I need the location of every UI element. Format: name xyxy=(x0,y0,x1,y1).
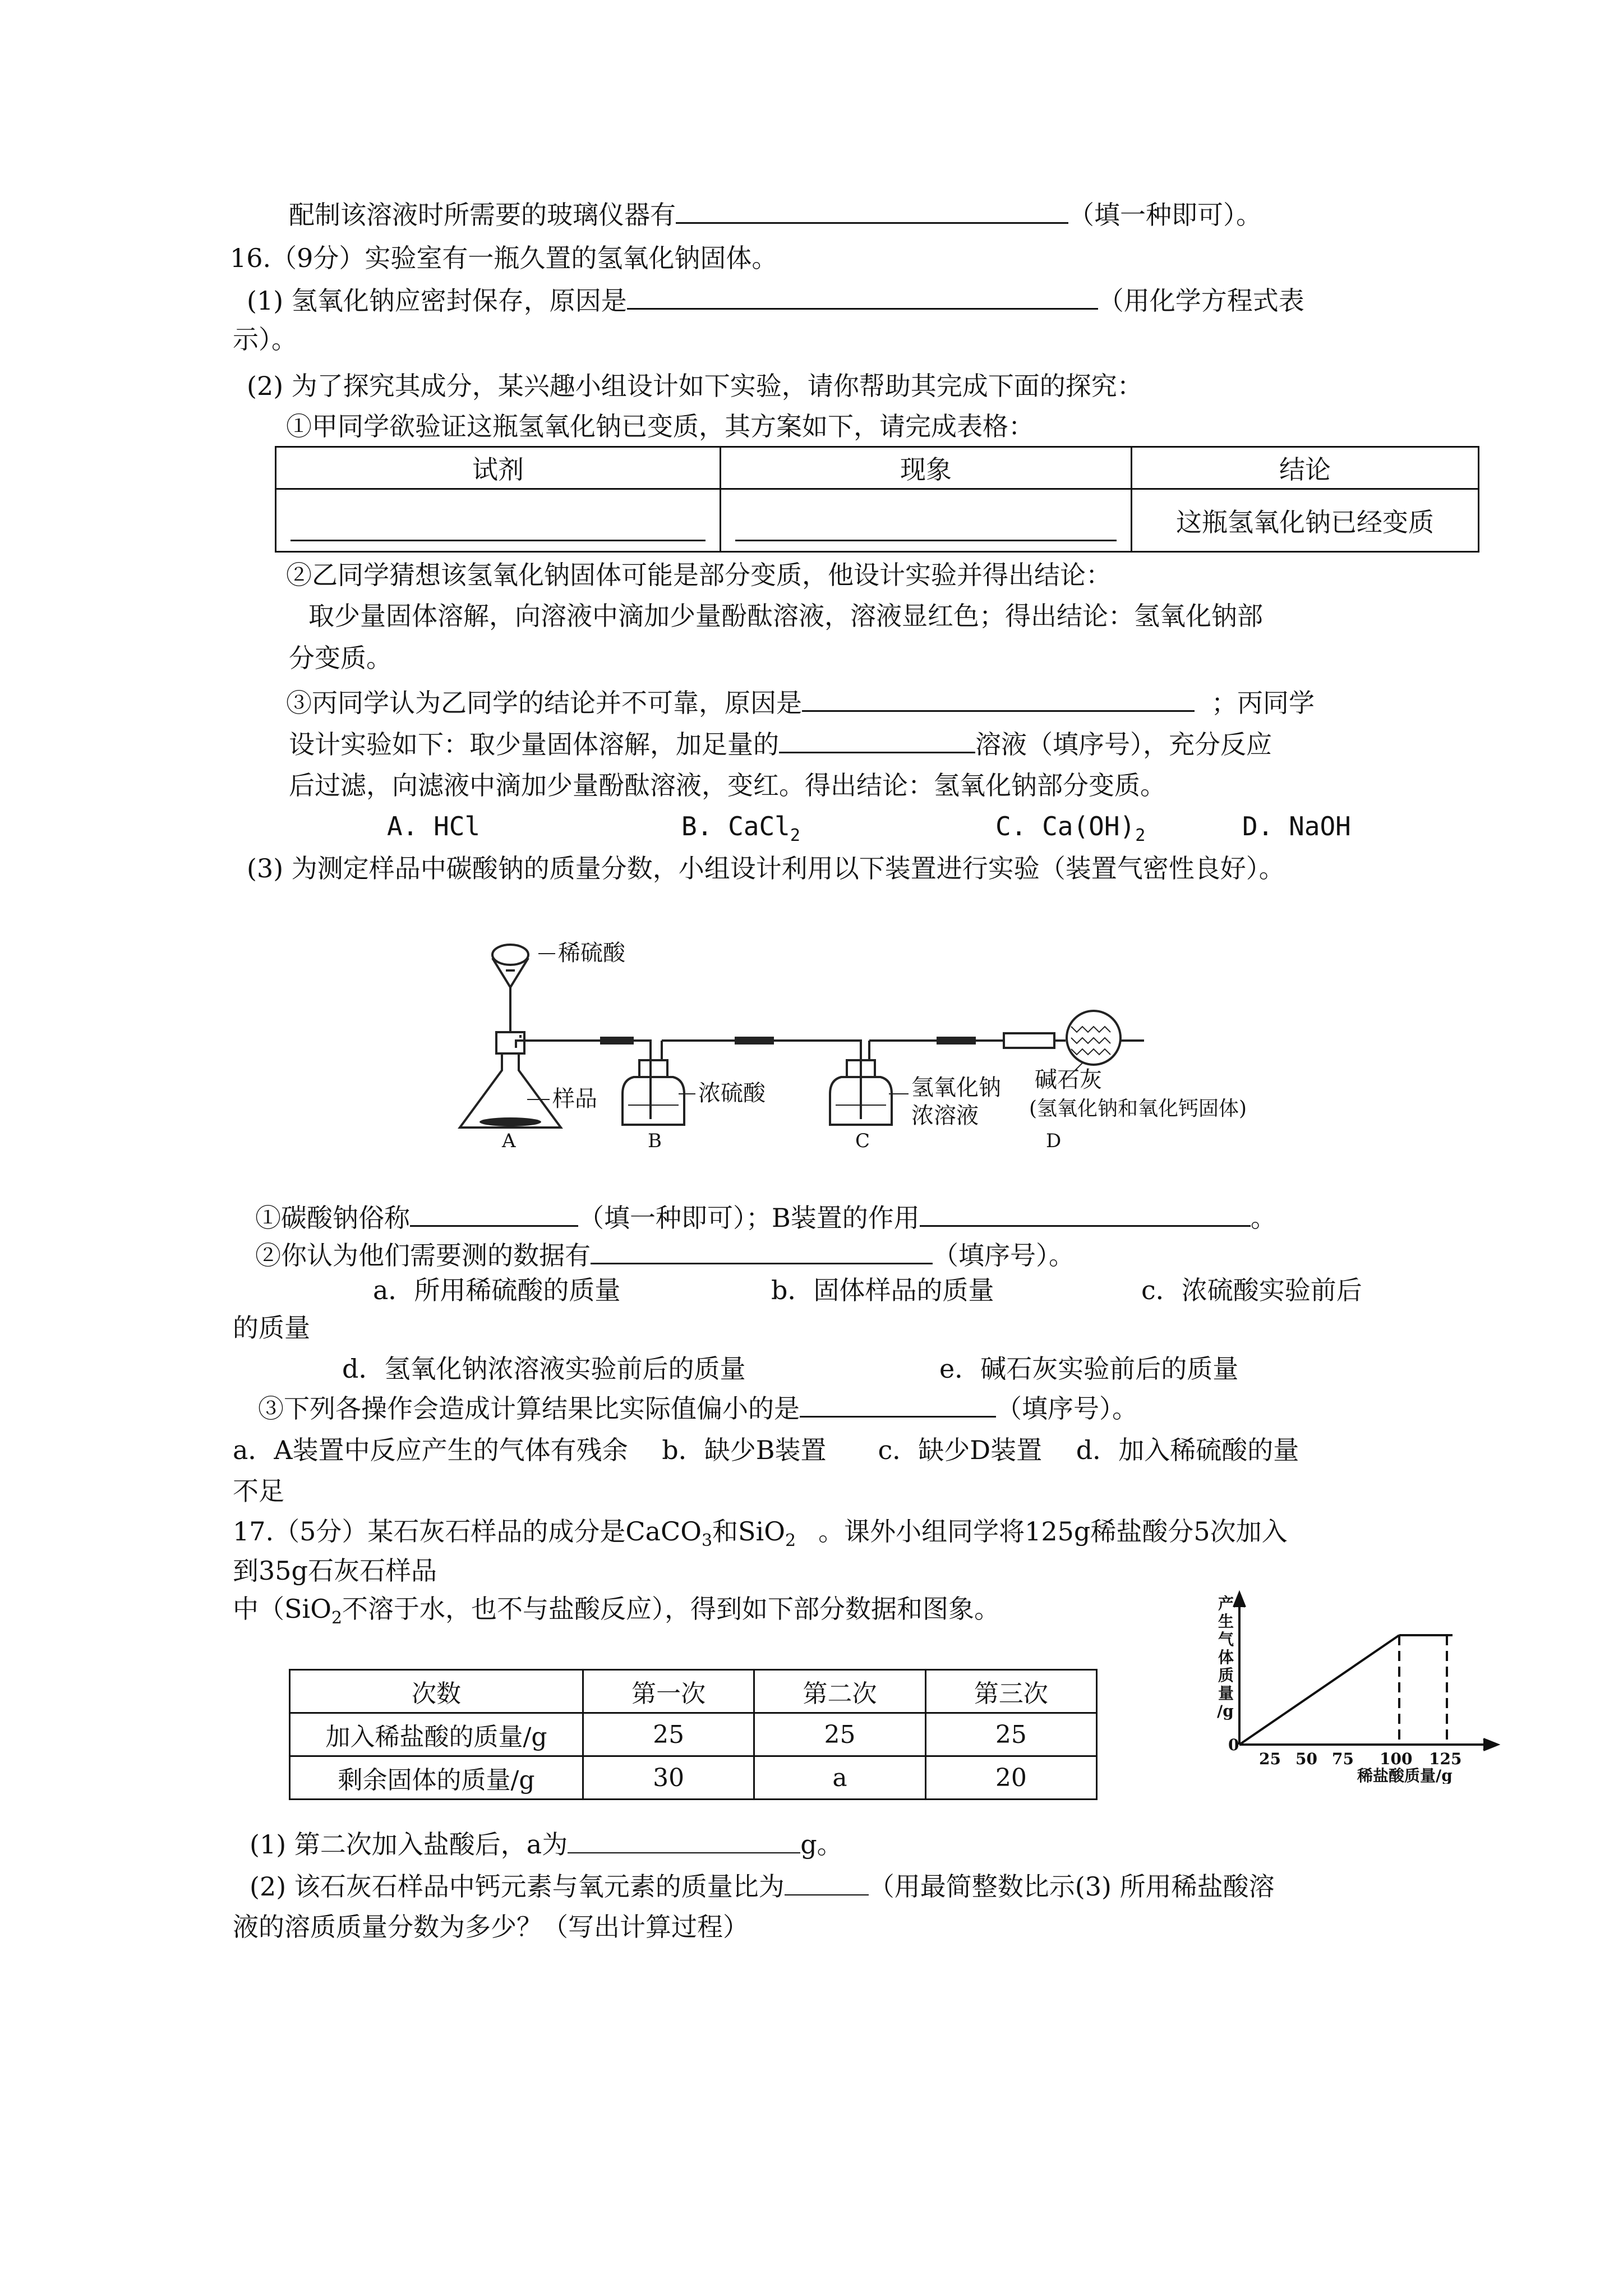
answer-blank[interactable] xyxy=(802,685,1195,712)
answer-blank[interactable] xyxy=(627,283,1098,310)
text: 17.（5分）某石灰石样品的成分是CaCO xyxy=(233,1516,702,1547)
text: (1) 第二次加入盐酸后，a为 xyxy=(250,1829,568,1860)
text: （填序号）。 xyxy=(996,1393,1138,1424)
question-17-cont2 xyxy=(233,1592,1000,1626)
table-header: 第三次 xyxy=(925,1670,1096,1713)
q16-part3: (3) 为测定样品中碳酸钠的质量分数，小组设计利用以下装置进行实验（装置气密性良好）。 xyxy=(247,853,1285,884)
subscript: 2 xyxy=(785,1531,796,1550)
table-header: 第二次 xyxy=(754,1670,925,1713)
subscript: 2 xyxy=(331,1608,343,1628)
text: ；丙同学 xyxy=(1211,688,1315,718)
text: （填序号）。 xyxy=(933,1240,1075,1271)
text: ③下列各操作会造成计算结果比实际值偏小的是 xyxy=(258,1393,800,1424)
q16-part3-2-opt-a: a．所用稀硫酸的质量 xyxy=(373,1275,621,1305)
label-b: B xyxy=(648,1130,662,1150)
answer-blank[interactable] xyxy=(920,1200,1251,1227)
answer-blank[interactable] xyxy=(800,1391,996,1418)
y-label-char: 体 xyxy=(1218,1648,1234,1667)
text: （用最简整数比示(3) 所用稀盐酸溶 xyxy=(868,1871,1275,1902)
table-header: 次数 xyxy=(290,1670,583,1713)
text: ②你认为他们需要测的数据有 xyxy=(255,1240,591,1271)
label-a: A xyxy=(502,1130,516,1150)
y-label-char: 产 xyxy=(1218,1594,1234,1613)
text: 溶液（填序号），充分反应 xyxy=(975,729,1272,760)
answer-blank[interactable] xyxy=(676,197,1068,224)
apparatus-diagram xyxy=(443,926,1419,1150)
q16-part3-3-opts: a．A装置中反应产生的气体有残余 b．缺少B装置 c．缺少D装置 d．加入稀硫酸的量 xyxy=(233,1435,1299,1465)
label-d: D xyxy=(1046,1130,1062,1150)
q16-part2-1: ①甲同学欲验证这瓶氢氧化钠已变质，其方案如下，请完成表格： xyxy=(286,411,1034,441)
text: （用化学方程式表 xyxy=(1098,286,1304,316)
table-cell: 剩余固体的质量/g xyxy=(290,1756,583,1800)
q16-part3-2-opt-c-cont: 的质量 xyxy=(233,1313,310,1343)
x-tick: 25 xyxy=(1259,1750,1281,1768)
line-glassware xyxy=(289,197,1262,232)
answer-blank[interactable] xyxy=(410,1200,578,1227)
table-cell: 25 xyxy=(754,1713,925,1756)
text: 配制该溶液时所需要的玻璃仪器有 xyxy=(289,200,676,230)
table-cell: 这瓶氢氧化钠已经变质 xyxy=(1132,489,1479,552)
table-header: 现象 xyxy=(721,447,1132,489)
data-table xyxy=(289,1669,1098,1800)
table-header: 试剂 xyxy=(276,447,721,489)
option-a: A. HCl xyxy=(387,811,481,841)
gas-mass-graph xyxy=(1189,1582,1503,1784)
answer-blank[interactable] xyxy=(779,727,975,753)
text: 和SiO xyxy=(712,1516,785,1547)
text: ③丙同学认为乙同学的结论并不可靠，原因是 xyxy=(286,688,802,718)
answer-cell[interactable] xyxy=(276,489,721,552)
text: C. Ca(OH) xyxy=(995,811,1136,841)
answer-blank[interactable] xyxy=(591,1238,933,1264)
reagent-table xyxy=(275,446,1479,553)
option-b xyxy=(681,809,800,843)
y-label-char: /g xyxy=(1217,1702,1234,1720)
option-c xyxy=(995,809,1145,843)
q16-part1 xyxy=(247,283,1304,318)
text: g。 xyxy=(800,1829,843,1860)
text: 设计实验如下：取少量固体溶解，加足量的 xyxy=(289,729,779,760)
x-tick: 125 xyxy=(1429,1750,1462,1768)
q16-part2-3e: 后过滤，向滤液中滴加少量酚酞溶液，变红。得出结论：氢氧化钠部分变质。 xyxy=(289,770,1166,800)
q16-part2-2: ②乙同学猜想该氢氧化钠固体可能是部分变质，他设计实验并得出结论： xyxy=(286,560,1112,590)
table-cell: 25 xyxy=(925,1713,1096,1756)
text: ①碳酸钠俗称 xyxy=(255,1203,410,1233)
q16-part3-2 xyxy=(255,1238,1075,1272)
y-label-char: 气 xyxy=(1218,1630,1234,1649)
table-cell: 20 xyxy=(925,1756,1096,1800)
table-header: 第一次 xyxy=(583,1670,754,1713)
q16-part3-3 xyxy=(258,1391,1138,1425)
text: (2) 该石灰石样品中钙元素与氧元素的质量比为 xyxy=(250,1871,785,1902)
q16-part2-3 xyxy=(286,685,1315,720)
q16-part2-2c: 分变质。 xyxy=(289,643,392,673)
answer-blank[interactable] xyxy=(735,515,1117,541)
table-cell: 加入稀盐酸的质量/g xyxy=(290,1713,583,1756)
label-c: C xyxy=(855,1130,870,1150)
q16-part3-2-opt-d: d．氢氧化钠浓溶液实验前后的质量 xyxy=(342,1354,746,1384)
q17-part1 xyxy=(250,1828,843,1861)
q16-part3-3-opts-cont: 不足 xyxy=(233,1476,284,1506)
subscript: 2 xyxy=(790,826,800,845)
y-label-char: 量 xyxy=(1218,1684,1234,1703)
question-17-cont: 到35g石灰石样品 xyxy=(233,1556,437,1586)
q16-part2-3c xyxy=(289,727,1272,761)
text: 。 xyxy=(1250,1203,1276,1233)
q16-part3-2-opt-b: b．固体样品的质量 xyxy=(771,1275,994,1305)
text: B. CaCl xyxy=(681,811,790,841)
label-naoh: 氢氧化钠 xyxy=(911,1075,1001,1101)
table-cell: 25 xyxy=(583,1713,754,1756)
label-naoh-solution: 浓溶液 xyxy=(911,1103,979,1129)
answer-cell[interactable] xyxy=(721,489,1132,552)
q16-part2: (2) 为了探究其成分，某兴趣小组设计如下实验，请你帮助其完成下面的探究： xyxy=(247,371,1143,401)
subscript: 3 xyxy=(701,1531,713,1550)
q16-part2-2b: 取少量固体溶解，向溶液中滴加少量酚酞溶液，溶液显红色；得出结论：氢氧化钠部 xyxy=(308,601,1263,631)
q16-part1-cont: 示）。 xyxy=(233,324,297,355)
q17-part3: 液的溶质质量分数为多少？（写出计算过程） xyxy=(233,1912,749,1942)
q16-part3-2-opt-c: c．浓硫酸实验前后 xyxy=(1141,1275,1362,1305)
label-conc-h2so4: 浓硫酸 xyxy=(698,1080,766,1106)
table-cell: 30 xyxy=(583,1756,754,1800)
x-tick: 50 xyxy=(1295,1750,1317,1768)
table-cell: a xyxy=(754,1756,925,1800)
x-tick: 75 xyxy=(1332,1750,1354,1768)
text: 中（SiO xyxy=(233,1594,331,1624)
q16-part3-1 xyxy=(255,1200,1276,1235)
subscript: 2 xyxy=(1135,826,1146,845)
q17-part2 xyxy=(250,1870,1275,1903)
x-axis-label: 稀盐酸质量/g xyxy=(1357,1766,1453,1784)
option-d: D. NaOH xyxy=(1242,811,1351,841)
text: (1) 氢氧化钠应密封保存，原因是 xyxy=(247,286,627,316)
label-dilute-h2so4: 稀硫酸 xyxy=(558,940,625,966)
origin-label: 0 xyxy=(1228,1736,1239,1754)
answer-blank[interactable] xyxy=(568,1828,800,1853)
q16-part3-2-opt-e: e．碱石灰实验前后的质量 xyxy=(939,1354,1239,1384)
y-label-char: 生 xyxy=(1218,1612,1234,1631)
label-soda-lime-note: (氢氧化钠和氧化钙固体) xyxy=(1029,1097,1247,1120)
text: 不溶于水，也不与盐酸反应），得到如下部分数据和图象。 xyxy=(342,1594,1000,1624)
question-17-title xyxy=(233,1515,1288,1548)
question-16-title: 16.（9分）实验室有一瓶久置的氢氧化钠固体。 xyxy=(230,243,778,273)
y-label-char: 质 xyxy=(1218,1666,1234,1685)
text: 。课外小组同学将125g稀盐酸分5次加入 xyxy=(818,1516,1288,1547)
label-sample: 样品 xyxy=(552,1086,597,1112)
answer-blank[interactable] xyxy=(785,1870,869,1895)
x-tick: 100 xyxy=(1380,1750,1413,1768)
text: （填一种即可）。 xyxy=(1068,200,1262,230)
text: （填一种即可）；B装置的作用 xyxy=(578,1203,920,1233)
label-soda-lime: 碱石灰 xyxy=(1035,1067,1102,1093)
answer-blank[interactable] xyxy=(291,515,706,541)
table-header: 结论 xyxy=(1132,447,1479,489)
